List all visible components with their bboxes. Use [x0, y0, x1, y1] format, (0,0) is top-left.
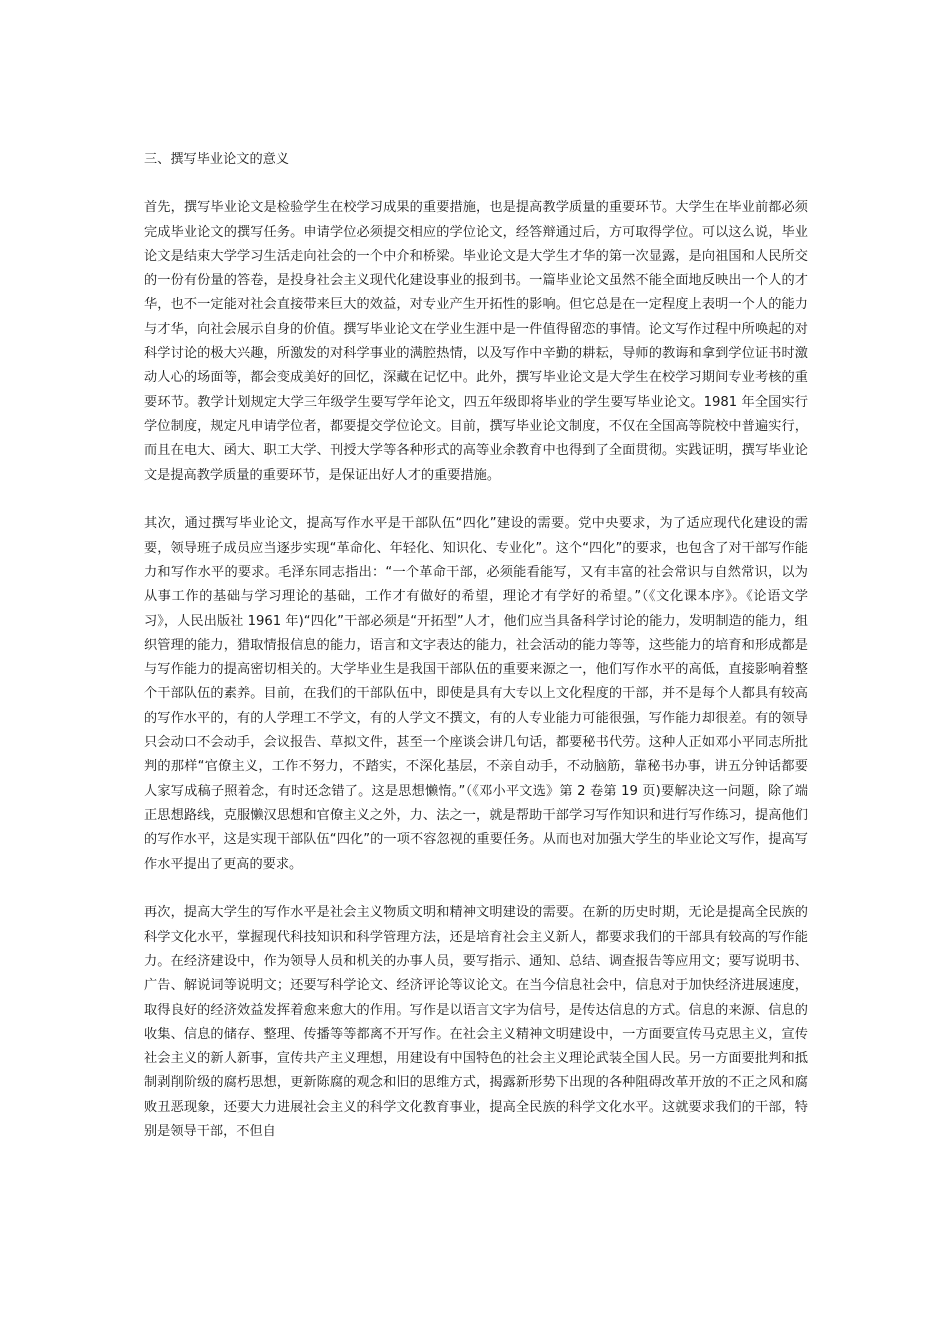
document-body [144, 148, 808, 1169]
paragraph-third: 再次，提高大学生的写作水平是社会主义物质文明和精神文明建设的需要。在新的历史时期，无论是提高全民族的科学文化水平，掌握现代科技知识和科学管理方法，还是培育社会主义新人，都要求我们的干部具有较高的写作能力。在经济建设中，作为领导人员和机关的办事人员，要写指示、通知、总结、调查报告等应用文；要写说明书、广告、解说词等说明文；还要写科学论文、经济评论等议论文。在当今信息社会中，信息对于加快经济进展速度，取得良好的经济效益发挥着愈来愈大的作用。写作是以语言文字为信号，是传达信息的方式。信息的来源、信息的收集、信息的储存、整理、传播等等都离不开写作。在社会主义精神文明建设中，一方面要宣传马克思主义，宣传社会主义的新人新事，宣传共产主义理想，用建设有中国特色的社会主义理论武装全国人民。另一方面要批判和抵制剥削阶级的腐朽思想，更新陈腐的观念和旧的思维方式，揭露新形势下出现的各种阻碍改革开放的不正之风和腐败丑恶现象，还要大力进展社会主义的科学文化教育事业，提高全民族的科学文化水平。这就要求我们的干部，特别是领导干部，不但自 [144, 905, 808, 1139]
paragraph-first: 首先，撰写毕业论文是检验学生在校学习成果的重要措施，也是提高教学质量的重要环节。大学生在毕业前都必须完成毕业论文的撰写任务。申请学位必须提交相应的学位论文，经答辩通过后，方可取得学位。可以这么说，毕业论文是结束大学学习生活走向社会的一个中介和桥梁。毕业论文是大学生才华的第一次显露，是向祖国和人民所交的一份有份量的答卷，是投身社会主义现代化建设事业的报到书。一篇毕业论文虽然不能全面地反映出一个人的才华，也不一定能对社会直接带来巨大的效益，对专业产生开拓性的影响。但它总是在一定程度上表明一个人的能力与才华，向社会展示自身的价值。撰写毕业论文在学业生涯中是一件值得留恋的事情。论文写作过程中所唤起的对科学讨论的极大兴趣，所激发的对科学事业的满腔热情，以及写作中辛勤的耕耘，导师的教诲和拿到学位证书时激动人心的场面等，都会变成美好的回忆，深藏在记忆中。此外，撰写毕业论文是大学生在校学习期间专业考核的重要环节。教学计划规定大学三年级学生要写学年论文，四五年级即将毕业的学生要写毕业论文。1981 年全国实行学位制度，规定凡申请学位者，都要提交学位论文。目前，撰写毕业论文制度，不仅在全国高等院校中普遍实行，而且在电大、函大、职工大学、刊授大学等各种形式的高等业余教育中也得到了全面贯彻。实践证明，撰写毕业论文是提高教学质量的重要环节，是保证出好人才的重要措施。 [144, 200, 808, 483]
paragraph-second: 其次，通过撰写毕业论文，提高写作水平是干部队伍“四化”建设的需要。党中央要求，为了适应现代化建设的需要，领导班子成员应当逐步实现“革命化、年轻化、知识化、专业化”。这个“四化”的要求，也包含了对干部写作能力和写作水平的要求。毛泽东同志指出：“一个革命干部，必须能看能写，又有丰富的社会常识与自然常识，以为从事工作的基础与学习理论的基础，工作才有做好的希望，理论才有学好的希望。”（《文化课本序》。《论语文学习》，人民出版社 1961 年)“四化”干部必须是“开拓型”人才，他们应当具备科学讨论的能力，发明制造的能力，组织管理的能力，猎取情报信息的能力，语言和文字表达的能力，社会活动的能力等等，这些能力的培育和形成都是与写作能力的提高密切相关的。大学毕业生是我国干部队伍的重要来源之一，他们写作水平的高低，直接影响着整个干部队伍的素养。目前，在我们的干部队伍中，即使是具有大专以上文化程度的干部，并不是每个人都具有较高的写作水平的，有的人学理工不学文，有的人学文不撰文，有的人专业能力可能很强，写作能力却很差。有的领导只会动口不会动手，会议报告、草拟文件，甚至一个座谈会讲几句话，都要秘书代劳。这种人正如邓小平同志所批判的那样“官僚主义，工作不努力，不踏实，不深化基层，不亲自动手，不动脑筋，靠秘书办事，讲五分钟话都要人家写成稿子照着念，有时还念错了。这是思想懒惰。”（《邓小平文选》第 2 卷第 19 页)要解决这一问题，除了端正思想路线，克服懒汉思想和官僚主义之外，力、法之一，就是帮助干部学习写作知识和进行写作练习，提高他们的写作水平，这是实现干部队伍“四化”的一项不容忽视的重要任务。从而也对加强大学生的毕业论文写作，提高写作水平提出了更高的要求。 [144, 516, 808, 872]
section-heading: 三、撰写毕业论文的意义 [144, 152, 290, 167]
